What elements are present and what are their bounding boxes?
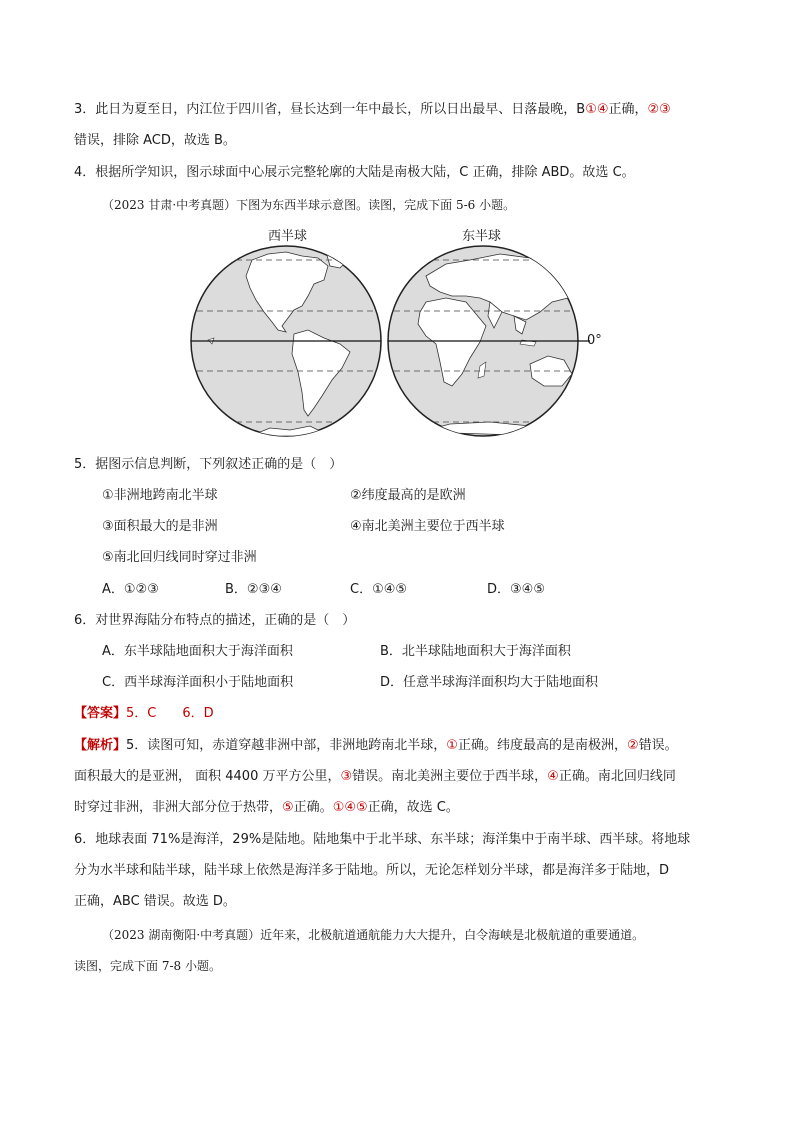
analysis-text: 正确，故选 C。 [367, 800, 459, 815]
q6-choice-d: D．任意半球海洋面积均大于陆地面积 [380, 675, 599, 690]
q3-mid-text: 正确， [608, 102, 648, 117]
analysis-text: 正确。南北回归线同 [558, 769, 676, 784]
analysis-q6-line1: 6．地球表面 71%是海洋，29%是陆地。陆地集中于北半球、东半球；海洋集中于南半球、西半球。将地球 [74, 832, 691, 847]
analysis-text: 面积最大的是亚洲， 面积 4400 万平方公里， [74, 769, 341, 784]
q3-circled-wrong: ②③ [647, 102, 671, 117]
analysis-text: 5．读图可知，赤道穿越非洲中部，非洲地跨南北半球， [126, 738, 447, 753]
east-hemisphere [388, 246, 590, 436]
analysis-tag: 【解析】 [74, 738, 127, 753]
answer-text: 5．C 6．D [126, 706, 214, 721]
q5-option-5: ⑤南北回归线同时穿过非洲 [102, 550, 257, 565]
intro-5-6: （2023 甘肃·中考真题）下图为东西半球示意图。读图，完成下面 5-6 小题。 [102, 198, 516, 212]
analysis-text: 错误。南北美洲主要位于西半球， [352, 769, 548, 784]
q5-stem: 5．据图示信息判断，下列叙述正确的是（ ） [74, 457, 343, 472]
q5-choice-a: A．①②③ [102, 582, 159, 597]
analysis-q6-line2: 分为水半球和陆半球，陆半球上依然是海洋多于陆地。所以，无论怎样划分半球，都是海洋多于陆地，D [74, 863, 670, 878]
q6-stem: 6．对世界海陆分布特点的描述，正确的是（ ） [74, 613, 356, 628]
east-hemisphere-label: 东半球 [462, 229, 502, 244]
analysis-text: 时穿过非洲，非洲大部分位于热带， [74, 800, 283, 815]
answer-tag: 【答案】 [74, 706, 127, 721]
circled-num: ② [626, 738, 639, 753]
west-hemisphere-label: 西半球 [268, 229, 308, 244]
analysis-text: 正确。 [293, 800, 333, 815]
intro-7-8-line2: 读图，完成下面 7-8 小题。 [74, 959, 221, 973]
q5-option-2: ②纬度最高的是欧洲 [350, 488, 466, 503]
answer-line [74, 704, 214, 724]
q5-choice-b: B．②③④ [225, 582, 282, 597]
hemispheres-map [190, 240, 590, 445]
q6-choice-a: A．东半球陆地面积大于海洋面积 [102, 644, 293, 659]
q6-choice-c: C．西半球海洋面积小于陆地面积 [102, 675, 294, 690]
q3-circled-correct: ①④ [585, 102, 609, 117]
q3-explanation-line2: 错误，排除 ACD，故选 B。 [74, 133, 236, 148]
q4-explanation: 4．根据所学知识，图示球面中心展示完整轮廓的大陆是南极大陆，C 正确，排除 ABD。故选 C。 [74, 165, 635, 180]
west-hemisphere [191, 246, 381, 436]
circled-num: ③ [340, 769, 353, 784]
q5-choice-d: D．③④⑤ [487, 582, 545, 597]
analysis-line1 [74, 736, 678, 756]
circled-num: ⑤ [282, 800, 294, 815]
q5-choice-c: C．①④⑤ [350, 582, 408, 597]
analysis-text: 错误。 [638, 738, 678, 753]
circled-num: ①④⑤ [332, 800, 368, 815]
analysis-line2 [74, 767, 676, 787]
q6-choice-b: B．北半球陆地面积大于海洋面积 [380, 644, 571, 659]
circled-num: ④ [547, 769, 559, 784]
q3-text: 3．此日为夏至日，内江位于四川省，昼长达到一年中最长，所以日出最早、日落最晚，B [74, 102, 586, 117]
analysis-q6-line3: 正确，ABC 错误。故选 D。 [74, 894, 236, 909]
analysis-line3 [74, 798, 459, 818]
circled-num: ① [446, 738, 458, 753]
q3-explanation-line1 [74, 100, 671, 120]
q5-option-4: ④南北美洲主要位于西半球 [350, 519, 505, 534]
intro-7-8-line1: （2023 湖南衡阳·中考真题）近年来，北极航道通航能力大大提升，白令海峡是北极航道的重要通道。 [102, 928, 645, 942]
q5-option-1: ①非洲地跨南北半球 [102, 488, 218, 503]
equator-label: 0° [587, 333, 602, 348]
q5-option-3: ③面积最大的是非洲 [102, 519, 218, 534]
analysis-text: 正确。纬度最高的是南极洲， [457, 738, 627, 753]
